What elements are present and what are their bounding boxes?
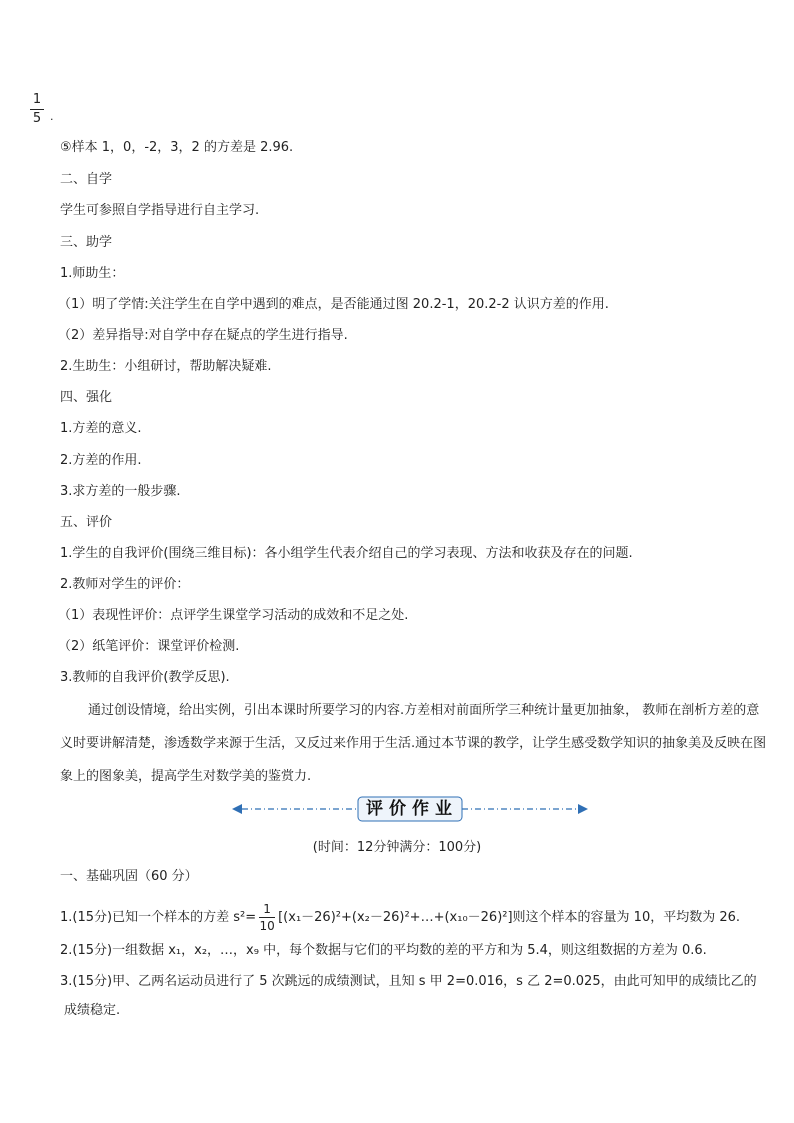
fraction-denominator: 5 — [32, 111, 42, 126]
text-line: 1.师助生： — [60, 266, 125, 281]
time-info: (时间：12分钟满分：100分) — [312, 840, 482, 855]
q1-prefix: 1.(15分)已知一个样本的方差 s²= — [60, 910, 257, 925]
text-line: ⑤样本 1，0，-2，3，2 的方差是 2.96. — [60, 140, 294, 155]
question-3-line-1: 3.(15分)甲、乙两名运动员进行了 5 次跳远的成绩测试，且知 s 甲 2=0.016，s 乙 2=0.025，由此可知甲的成绩比乙的 — [60, 974, 757, 989]
text-line: （2）纸笔评价：课堂评价检测. — [58, 639, 240, 654]
text-line: 2.教师对学生的评价： — [60, 577, 190, 592]
text-line: 3.教师的自我评价(教学反思). — [60, 670, 230, 685]
banner-title: 评价作业 — [366, 799, 458, 819]
question-1 — [60, 902, 740, 933]
fraction-numerator: 1 — [32, 92, 42, 107]
fraction — [30, 92, 44, 127]
text-line: 1.学生的自我评价(围绕三维目标)：各小组学生代表介绍自己的学习表现、方法和收获及存在的问题. — [60, 546, 633, 561]
section-heading: 五、评价 — [60, 515, 113, 530]
section-heading: 三、助学 — [60, 235, 113, 250]
q1-frac-den: 10 — [259, 919, 275, 933]
q1-fraction — [259, 902, 275, 933]
fraction-trail: . — [50, 110, 54, 123]
text-line: 3.求方差的一般步骤. — [60, 484, 181, 499]
text-line: 学生可参照自学指导进行自主学习. — [60, 203, 260, 218]
text-line: 2.方差的作用. — [60, 453, 142, 468]
section-heading: 四、强化 — [60, 390, 113, 405]
section-heading: 一、基础巩固（60 分） — [60, 869, 198, 884]
question-2: 2.(15分)一组数据 x₁，x₂，…，x₉ 中，每个数据与它们的平均数的差的平方和为 5.4，则这组数据的方差为 0.6. — [60, 943, 707, 958]
q1-frac-num: 1 — [263, 902, 271, 916]
text-line: （2）差异指导:对自学中存在疑点的学生进行指导. — [58, 328, 348, 343]
section-heading: 二、自学 — [60, 172, 113, 187]
question-3-line-2: 成绩稳定. — [64, 1003, 121, 1018]
q1-suffix: [(x₁－26)²+(x₂－26)²+…+(x₁₀－26)²]则这个样本的容量为 10，平均数为 26. — [278, 910, 741, 925]
text-line: （1）表现性评价：点评学生课堂学习活动的成效和不足之处. — [58, 608, 409, 623]
summary-paragraph: 通过创设情境，给出实例，引出本课时所要学习的内容.方差相对前面所学三种统计量更加抽象， 教师在剖析方差的意义时要讲解清楚，渗透数学来源于生活，又反过来作用于生活.通过本节课的教学，让学生感受数学知识的抽象美及反映在图象上的图象美，提高学生对数学美的鉴赏力. — [60, 703, 767, 784]
text-line: （1）明了学情:关注学生在自学中遇到的难点，是否能通过图 20.2-1，20.2-2 认识方差的作用. — [58, 297, 609, 312]
text-line: 2.生助生：小组研讨，帮助解决疑难. — [60, 359, 272, 374]
text-line: 1.方差的意义. — [60, 421, 142, 436]
